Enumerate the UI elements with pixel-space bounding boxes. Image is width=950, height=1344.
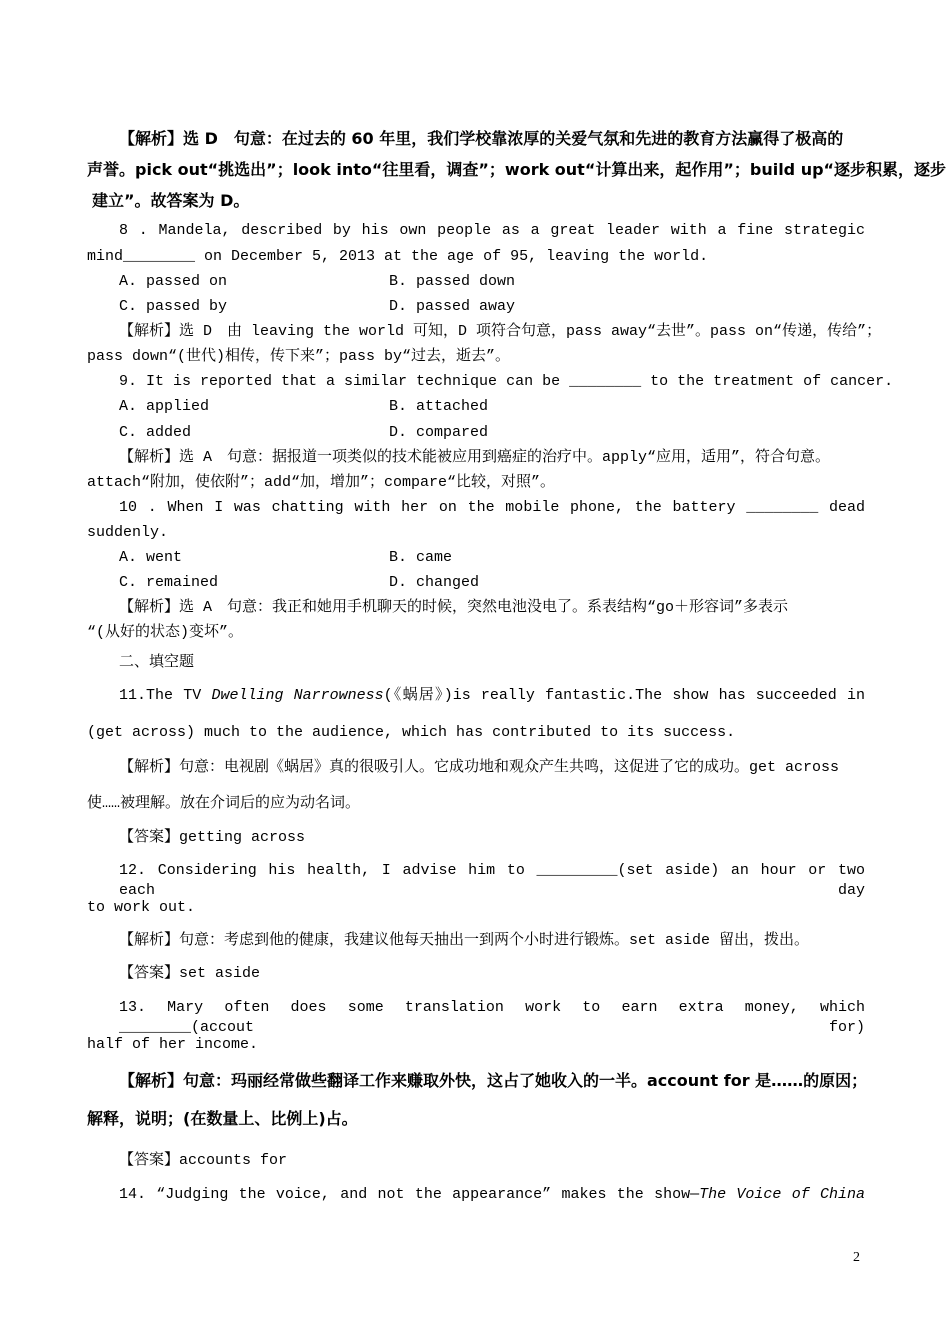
q9-option-b: B. attached <box>389 398 489 415</box>
q8-option-a: A. passed on <box>119 273 228 290</box>
q10-option-b: B. came <box>389 549 453 566</box>
section-title-fill-in: 二、填空题 <box>119 654 195 671</box>
q11-stem-line1 <box>119 686 865 706</box>
q11-stem-title: Dwelling Narrowness <box>211 687 384 704</box>
q13-analysis-line2: 解释，说明；(在数量上、比例上)占。 <box>87 1109 358 1128</box>
q9-stem: 9. It is reported that a similar technique can be ________ to the treatment of cancer. <box>119 373 894 390</box>
q13-stem-line2: half of her income. <box>87 1036 259 1053</box>
q12-answer: 【答案】set aside <box>119 965 261 982</box>
q14-stem-line1 <box>119 1185 865 1205</box>
q9-options-row1 <box>119 397 865 417</box>
q10-option-d: D. changed <box>389 574 480 591</box>
q11-analysis-line2: 使……被理解。放在介词后的应为动名词。 <box>87 795 361 812</box>
q7-analysis-line3: 建立”。故答案为 D。 <box>92 191 250 210</box>
q9-analysis-line1: 【解析】选 A 句意：据报道一项类似的技术能被应用到癌症的治疗中。apply“应用，适用”，符合句意。 <box>119 449 831 466</box>
q9-option-d: D. compared <box>389 424 489 441</box>
q12-analysis: 【解析】句意：考虑到他的健康，我建议他每天抽出一到两个小时进行锻炼。set aside 留出，拨出。 <box>119 932 810 949</box>
q9-option-a: A. applied <box>119 398 210 415</box>
page-number: 2 <box>853 1250 860 1265</box>
q8-option-c: C. passed by <box>119 298 228 315</box>
q10-stem-line1: 10 . When I was chatting with her on the mobile phone, the battery ________ dead <box>119 499 865 516</box>
q13-stem-line1: 13. Mary often does some translation work to earn extra money, which ________(accout for) <box>119 999 865 1036</box>
q10-option-a: A. went <box>119 549 183 566</box>
q10-analysis-line2: “(从好的状态)变坏”。 <box>87 624 244 641</box>
q12-stem-line2: to work out. <box>87 899 196 916</box>
q11-analysis-line1: 【解析】句意：电视剧《蜗居》真的很吸引人。它成功地和观众产生共鸣，这促进了它的成功。get across <box>119 759 840 776</box>
q9-option-c: C. added <box>119 424 192 441</box>
q11-answer: 【答案】getting across <box>119 829 306 846</box>
q8-option-b: B. passed down <box>389 273 516 290</box>
q8-options-row1 <box>119 272 865 292</box>
q8-options-row2 <box>119 297 865 317</box>
q11-stem-line2: (get across) much to the audience, which has contributed to its success. <box>87 724 736 741</box>
q8-analysis-line1: 【解析】选 D 由 leaving the world 可知，D 项符合句意，pass away“去世”。pass on“传递，传给”； <box>119 323 882 340</box>
q7-analysis-line1: 【解析】选 D 句意：在过去的 60 年里，我们学校靠浓厚的关爱气氛和先进的教育方法赢得了极高的 <box>119 129 844 148</box>
q10-option-c: C. remained <box>119 574 219 591</box>
q10-options-row2 <box>119 573 865 593</box>
q7-analysis-line2: 声誉。pick out“挑选出”；look into“往里看，调查”；work out“计算出来，起作用”；build up“逐步积累，逐步 <box>87 160 947 179</box>
q8-stem-line2: mind________ on December 5, 2013 at the age of 95, leaving the world. <box>87 248 709 265</box>
q14-stem-title: The Voice of China <box>699 1186 865 1203</box>
q13-analysis-line1: 【解析】句意：玛丽经常做些翻译工作来赚取外快，这占了她收入的一半。account for 是……的原因； <box>119 1071 868 1090</box>
q10-stem-line2: suddenly. <box>87 524 169 541</box>
q12-stem-line1: 12. Considering his health, I advise him to _________(set aside) an hour or two each day <box>119 862 865 899</box>
q8-stem-line1: 8 . Mandela, described by his own people as a great leader with a fine strategic <box>119 222 865 239</box>
q14-stem-pre: 14. “Judging the voice, and not the appearance” makes the show— <box>119 1186 700 1203</box>
q9-options-row2 <box>119 423 865 443</box>
q10-analysis-line1: 【解析】选 A 句意：我正和她用手机聊天的时候，突然电池没电了。系表结构“go＋形容词”多表示 <box>119 599 789 616</box>
q8-analysis-line2: pass down“(世代)相传，传下来”；pass by“过去，逝去”。 <box>87 348 511 365</box>
q9-analysis-line2: attach“附加，使依附”；add“加，增加”；compare“比较，对照”。 <box>87 474 556 491</box>
q11-stem-post: (《蜗居》)is really fantastic.The show has succeeded in <box>383 687 866 704</box>
q13-answer: 【答案】accounts for <box>119 1152 288 1169</box>
q10-options-row1 <box>119 548 865 568</box>
q8-option-d: D. passed away <box>389 298 516 315</box>
q11-stem-pre: 11.The TV <box>119 687 212 704</box>
